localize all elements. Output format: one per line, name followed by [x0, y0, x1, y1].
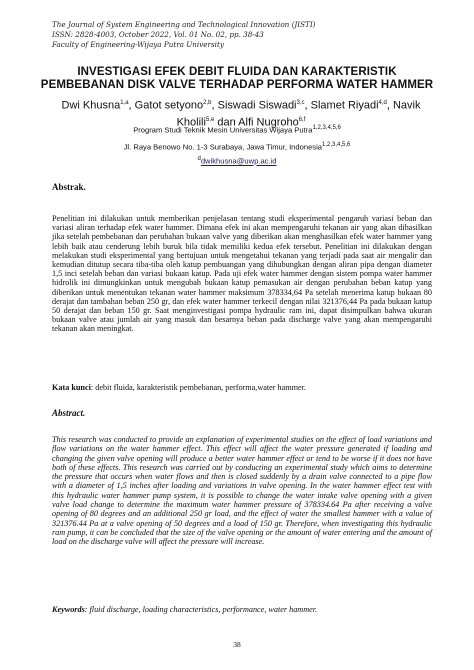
author-sup: 2,b	[203, 100, 212, 106]
author-name: Dwi Khusna	[61, 99, 121, 112]
keywords-value: : fluid discharge, loading characteristics, performance, water hammer.	[84, 605, 318, 614]
kata-kunci	[52, 383, 432, 392]
address-sup: 1,2,3,4,5,6	[322, 142, 351, 148]
program-sup: 1,2,3,4,5,6	[312, 125, 341, 131]
email-sup: d	[197, 156, 201, 162]
kata-kunci-value: : debit fluida, karakteristik pembebanan, performa,water hammer.	[90, 383, 306, 392]
abstrak-heading: Abstrak.	[52, 182, 86, 192]
address-text: Jl. Raya Benowo No. 1-3 Surabaya, Jawa Timur, Indonesia	[123, 142, 323, 152]
author-name: Gatot setyono	[134, 99, 204, 112]
title-line-1: INVESTIGASI EFEK DEBIT FLUIDA DAN KARAKTERISTIK	[77, 66, 397, 78]
author-sup: 5,e	[205, 116, 215, 123]
author-and: dan	[217, 116, 236, 129]
program-name: Program Studi Teknik Mesin Universitas Wijaya Putra	[133, 125, 313, 135]
journal-faculty: Faculty of Engineering-Wijaya Putra University	[52, 40, 224, 49]
journal-issn: ISSN: 2828-4003, October 2022, Vol. 01 No. 02, pp. 38-43	[52, 30, 264, 39]
author-name: Alfi Nugroho	[238, 116, 299, 129]
journal-header	[52, 20, 315, 50]
author-sup: 6,f	[298, 116, 306, 123]
affiliation-program	[40, 125, 434, 135]
kata-kunci-label: Kata kunci	[52, 383, 91, 392]
title-line-2: PEMBEBANAN DISK VALVE TERHADAP PERFORMA WATER HAMMER	[40, 79, 434, 91]
keywords	[52, 605, 432, 614]
author-name: Slamet Riyadi	[310, 99, 379, 112]
affiliation-address	[40, 142, 434, 152]
affiliation-email	[40, 156, 434, 166]
email-link[interactable]: dwikhusna@uwp.ac.id	[200, 156, 277, 166]
author-sup: 3,c	[296, 100, 305, 106]
abstract-heading: Abstract.	[52, 408, 86, 418]
paper-title	[40, 66, 434, 92]
author-name: Navik Kholili	[176, 99, 421, 129]
keywords-label: Keywords	[52, 605, 85, 614]
author-sup: 4,d	[378, 100, 387, 106]
page-number: 38	[233, 640, 241, 649]
author-name: Siswadi Siswadi	[217, 99, 297, 112]
author-list: Dwi Khusna$^{1,a}$, Gatot setyono$^{2,b}$, Siswadi Siswadi$^{3,c}$, Slamet Riyadi$^{4,d}$, Navik Kholili$^{5,e}$ dan Alfi Nugroho$^{6,f}$	[61, 99, 421, 129]
author-sup: 1,a	[120, 100, 129, 106]
journal-name: The Journal of System Engineering and Technological Innovation (JISTI)	[52, 20, 316, 29]
abstrak-text: Penelitian ini dilakukan untuk memberikan penjelasan tentang studi eksperimental pengaruh variasi beban dan variasi aliran terhadap efek water hammer. Dimana efek ini akan mempengaruhi tekanan air yang akan dihasilkan jika setelah pembebanan dan perubahan bukaan valve yang diberikan akan menghasilkan efek water hammer yang lebih baik atau cenderung lebih buruk bila tidak memiliki kedua efek tersebut. Penelitian ini dilakukan dengan melakukan studi eksperimental yang bertujuan untuk mengetahui tekanan yang terjadi pada saat air mengalir dan kemudian ditutup secara tiba-tiba oleh katup pembuangan yang dihubungkan dengan aliran pipa dengan diameter 1,5 inci setelah beban dan variasi bukaan katup. Pada uji efek water hammer dengan sistem pompa water hammer hidrolik ini dimungkinkan untuk mengubah bukaan katup pemasukan air dengan perubahan beban katup yang diberikan untuk menentukan tekanan water hammer maksimum 378334,64 Pa setelah menerima katup bukaan 80 derajat dan tambahan beban 250 gr, dan efek water hammer terkecil dengan nilai 321376,44 Pa pada bukaan katup 50 derajat dan beban 150 gr. Saat menginvestigasi pompa hydraulic ram ini, dapat disimpulkan bahwa ukuran bukaan valve atau jumlah air yang masuk dan besarnya beban pada discharge valve yang akan mempengaruhi tekanan akan meningkat.	[52, 214, 432, 334]
abstract-text: This research was conducted to provide an explanation of experimental studies on the effect of load variations and flow variations on the water hammer effect. This effect will affect the water pressure generated if loading and changing the given valve opening will produce a better water hammer effect or tend to be worse if it does not have both of these effects. This research was carried out by conducting an experimental study which aims to determine the pressure that occurs when water flows and then is closed suddenly by a drain valve connected to a pipe flow with a diameter of 1,5 inches after loading and variations in valve opening. In the water hammer effect test with this hydraulic water hammer pump system, it is possible to change the water intake valve opening with a given valve load change to determine the maximum water hammer pressure of 378334.64 Pa after receiving a valve opening of 80 degrees and an additional 250 gr load, and the effect of water the smallest hammer with a value of 321376.44 Pa at a valve opening of 50 degrees and a load of 150 gr. Therefore, when investigating this hydraulic ram pump, it can be concluded that the size of the valve opening or the amount of water entering and the amount of load on the discharge valve will affect the pressure will increase.	[52, 435, 432, 547]
